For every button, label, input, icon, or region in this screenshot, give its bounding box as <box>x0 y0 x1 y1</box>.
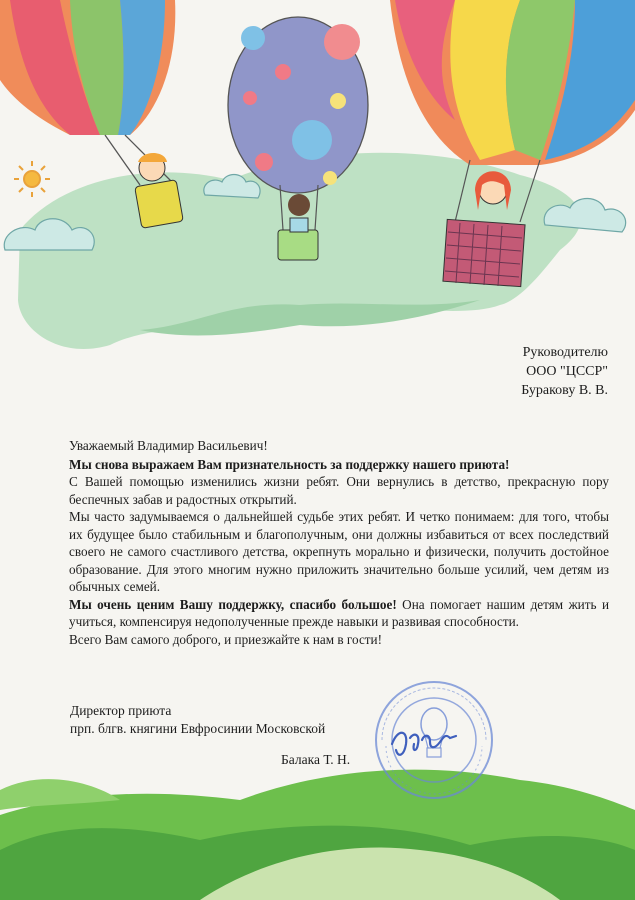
paragraph-closing: Всего Вам самого доброго, и приезжайте к нам в гости! <box>69 631 383 647</box>
paragraph-3-bold: Мы очень ценим Вашу поддержку, спасибо большое! <box>69 596 397 612</box>
recipient-position: Руководителю <box>522 345 608 360</box>
letter-body <box>69 437 609 648</box>
sun-icon <box>14 161 50 197</box>
recipient-name: Буракову В. В. <box>521 383 608 398</box>
recipient-organization: ООО "ЦССР" <box>526 364 608 379</box>
greeting: Уважаемый Владимир Васильевич! <box>69 438 268 453</box>
signature-mark <box>392 733 456 755</box>
stamp-seal <box>370 676 498 804</box>
signer-title: Директор приюта <box>70 703 172 718</box>
paragraph-2: Мы часто задумываемся о дальнейшей судьбе этих ребят. И четко понимаем: для того, чтобы их будущее было стабильным и благополучным, они должны избавиться от всех последствий своего не самого счастливого детства, окрепнуть морально и физически, получить достойное образование. Для этого многим нужно приложить значительно больше усилий, чем детям из обычных семей. <box>69 509 609 594</box>
signer-organization: прп. блгв. княгини Евфросинии Московской <box>70 721 326 736</box>
signer-block <box>70 702 325 738</box>
signer-name: Балака Т. Н. <box>281 752 351 767</box>
paragraph-thanks: Мы снова выражаем Вам признательность за поддержку нашего приюта! <box>69 456 510 472</box>
paragraph-3-rest: Она помогает нашим детям жить и учиться, компенсируя недополученные прежде навыки и развивая способности. <box>69 596 609 629</box>
recipient-block <box>521 343 608 400</box>
paragraph-1: С Вашей помощью изменились жизни ребят. Они вернулись в детство, прекрасную пору беспечных забав и радостных открытий. <box>69 474 609 507</box>
paragraph-3 <box>69 596 609 631</box>
